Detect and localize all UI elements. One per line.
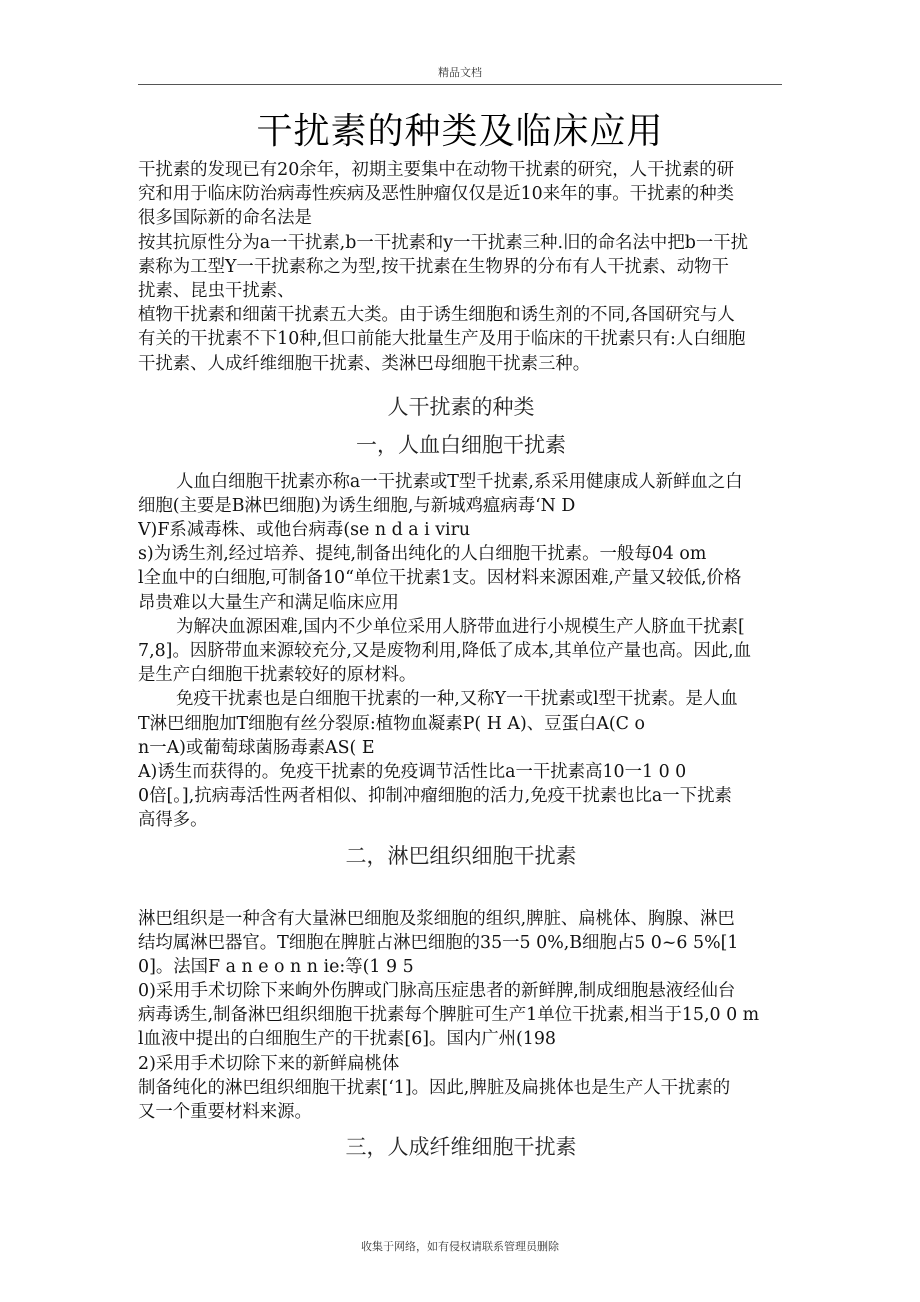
intro-line: 很多国际新的命名法是	[138, 208, 312, 229]
section-2-line: 制备纯化的淋巴组织细胞干扰素[‘1]。因此,脾脏及扁挑体也是生产人干扰素的	[138, 1077, 731, 1098]
section-1-line: T淋巴细胞加T细胞有丝分裂原:植物血凝素P( H A)、豆蛋白A(C o	[138, 713, 645, 734]
section-1-line: 为解决血源困难,国内不少单位采用人脐带血进行小规模生产人脐血干扰素[	[176, 616, 745, 637]
intro-line: 究和用于临床防治病毒性疾病及恶性肿瘤仅仅是近10来年的事。干扰素的种类	[138, 184, 735, 205]
document-body	[138, 158, 784, 1172]
header-text: 精品文档	[438, 66, 482, 79]
section-2-line: l血液中提出的白细胞生产的干扰素[6]。国内广州(198	[138, 1029, 556, 1050]
intro-line: 干扰素、人成纤维细胞干扰素、类淋巴母细胞干扰素三种。	[138, 353, 591, 374]
section-2-line: 病毒诱生,制备淋巴组织细胞干扰素每个脾脏可生产1单位干扰素,相当于15,0 0 m	[138, 1005, 760, 1026]
section-heading-2: 二，淋巴组织细胞干扰素	[345, 843, 577, 868]
section-1-line: 是生产白细胞干扰素较好的原材料。	[138, 665, 417, 686]
intro-paragraph	[138, 158, 784, 376]
section-2-body	[138, 907, 784, 1125]
section-1-body	[138, 470, 784, 833]
section-2-line: 结均属淋巴器官。T细胞在脾脏占淋巴细胞的35一5 0%,B细胞占5 0~6 5%[1	[138, 932, 739, 953]
intro-line: 扰素、昆虫干扰素、	[138, 280, 295, 301]
section-1-line: 高得多。	[138, 810, 208, 831]
section-1-line: s)为诱生剂,经过培养、提纯,制备出纯化的人白细胞干扰素。一般每04 om	[138, 544, 707, 565]
section-1-line: n一A)或葡萄球菌肠毒素AS( E	[138, 737, 375, 758]
section-1-line: V)F系减毒株、或他台病毒(se n d a i viru	[138, 520, 471, 541]
section-heading-3: 三，人成纤维细胞干扰素	[345, 1135, 577, 1160]
intro-line: 有关的干扰素不下10种,但口前能大批量生产及用于临床的干扰素只有:人白细胞	[138, 329, 746, 350]
intro-line: 干扰素的发现已有20余年，初期主要集中在动物干扰素的研究，人干扰素的研	[138, 160, 735, 180]
section-1-line: 人血白细胞干扰素亦称a一干扰素或T型千扰素,系采用健康成人新鲜血之白	[176, 471, 743, 492]
intro-line: 按其抗原性分为a一干扰素,b一干扰素和y一干扰素三种.旧的命名法中把b一干扰	[138, 232, 749, 253]
section-2-line: 又一个重要材料来源。	[138, 1102, 312, 1122]
section-heading-1: 一，人血白细胞干扰素	[356, 432, 566, 457]
document-title: 干扰素的种类及临床应用	[256, 111, 664, 152]
section-1-line: A)诱生而获得的。免疫干扰素的免疫调节活性比a一干扰素高10一1 0 0	[138, 761, 687, 782]
section-2-line: 淋巴组织是一种含有大量淋巴细胞及浆细胞的组织,脾脏、扁桃体、胸腺、淋巴	[138, 908, 735, 929]
main-heading: 人干扰素的种类	[387, 394, 535, 419]
section-1-line: l全血中的白细胞,可制备10“单位干扰素1支。因材料来源困难,产量又较低,价格	[138, 568, 742, 589]
page-header	[138, 64, 782, 85]
section-1-line: 免疫干扰素也是白细胞干扰素的一种,又称Y一干扰素或l型干扰素。是人血	[176, 689, 738, 710]
intro-line: 植物干扰素和细菌干扰素五大类。由于诱生细胞和诱生剂的不同,各国研究与人	[138, 305, 735, 326]
section-1-line: 细胞(主要是B淋巴细胞)为诱生细胞,与新城鸡瘟病毒‘N D	[138, 495, 576, 516]
section-1-line: 0倍[。],抗病毒活性两者相似、抑制冲瘤细胞的活力,免疫干扰素也比a一下扰素	[138, 786, 732, 807]
intro-line: 素称为工型Y一干扰素称之为型,按干扰素在生物界的分布有人干扰素、动物干	[138, 256, 729, 277]
section-2-line: 0)采用手术切除下来峋外伤脾或门脉高压症患者的新鲜脾,制成细胞悬液经仙台	[138, 981, 736, 1002]
section-2-line: 0]。法国F a n e o n n ie:等(1 9 5	[138, 956, 414, 977]
page-footer	[0, 1238, 920, 1254]
spacer	[138, 881, 784, 907]
section-1-line: 昂贵难以大量生产和满足临床应用	[138, 592, 399, 613]
footer-text: 收集于网络，如有侵权请联系管理员删除	[361, 1240, 559, 1253]
section-2-line: 2)采用手术切除下来的新鲜扁桃体	[138, 1053, 400, 1074]
section-1-line: 7,8]。因脐带血来源较充分,又是废物利用,降低了成本,其单位产量也高。因此,血	[138, 641, 752, 661]
